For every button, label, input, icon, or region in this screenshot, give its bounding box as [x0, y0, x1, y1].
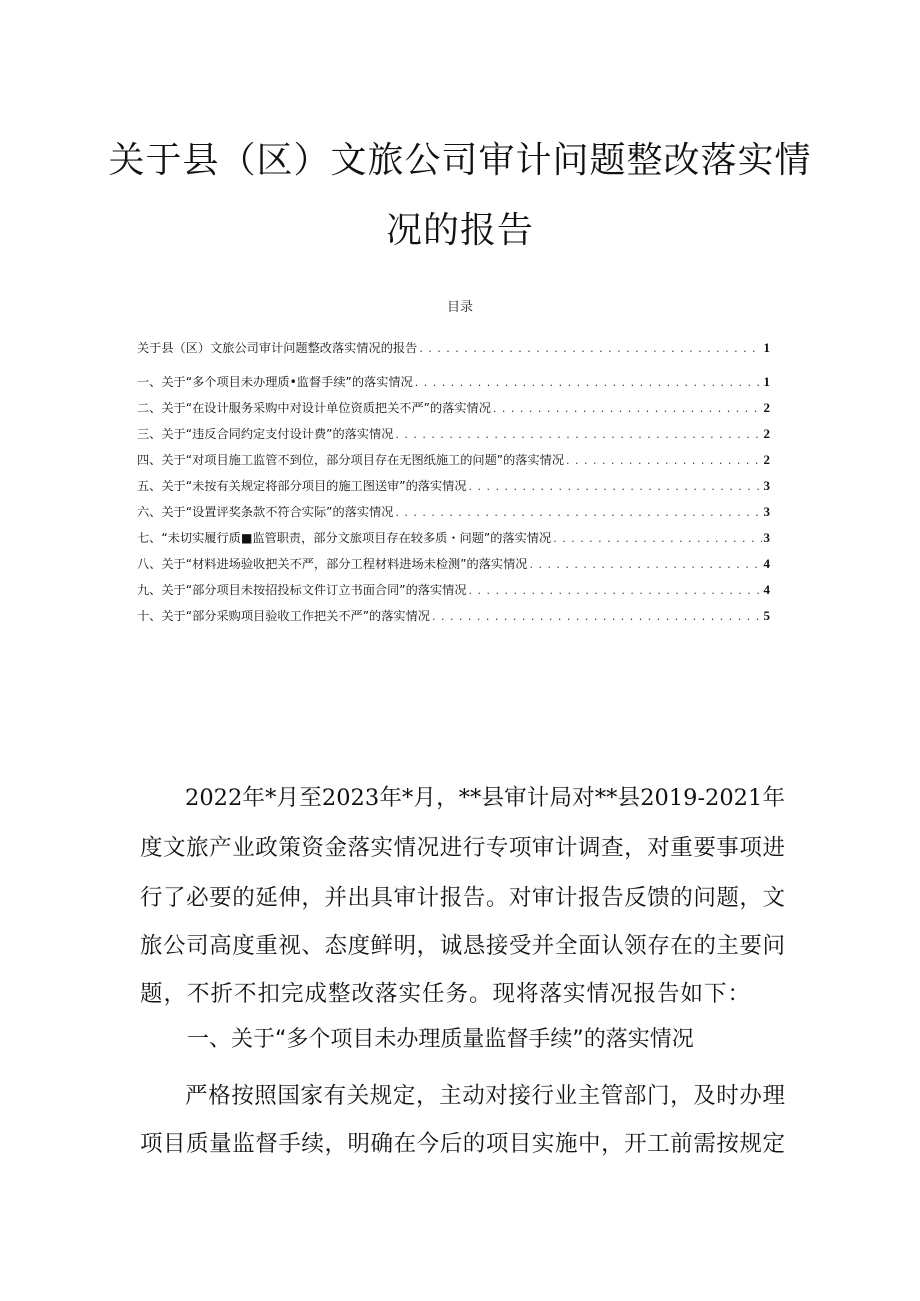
- toc-page-number: 4: [763, 556, 770, 571]
- toc-entry[interactable]: [137, 552, 770, 572]
- intro-paragraph-line: 度文旅产业政策资金落实情况进行专项审计调查，对重要事项进: [140, 835, 785, 861]
- toc-page-number: 1: [763, 374, 770, 389]
- toc-page-number: 5: [763, 608, 770, 623]
- toc-page-number: 1: [763, 340, 770, 355]
- toc-leader-dots: [493, 402, 762, 416]
- intro-paragraph-line: 题，不折不扣完成整改落实任务。现将落实情况报告如下：: [140, 981, 752, 1007]
- toc-entry[interactable]: [137, 500, 770, 520]
- toc-page-number: 2: [763, 400, 770, 415]
- intro-paragraph-line: 旅公司高度重视、态度鲜明，诚恳接受并全面认领存在的主要问: [140, 933, 785, 959]
- toc-entry[interactable]: [137, 336, 770, 356]
- document-title-line-1: 关于县（区）文旅公司审计问题整改落实情: [108, 140, 812, 181]
- toc-entry-text: 关于县（区）文旅公司审计问题整改落实情况的报告: [137, 341, 418, 355]
- section-1-paragraph-line: 项目质量监督手续，明确在今后的项目实施中，开工前需按规定: [140, 1131, 785, 1157]
- toc-page-number: 4: [763, 582, 770, 597]
- toc-entry-text: 六、关于“设置评奖条款不符合实际”的落实情况: [137, 505, 394, 519]
- toc-leader-dots: [566, 454, 761, 468]
- toc-entry[interactable]: [137, 396, 770, 416]
- toc-entry-text: 一、关于“多个项目未办理质•监督手续”的落实情况: [137, 375, 413, 389]
- section-1-paragraph-line: 严格按照国家有关规定，主动对接行业主管部门，及时办理: [185, 1083, 785, 1109]
- toc-leader-dots: [415, 376, 762, 390]
- toc-entry-text: 十、关于“部分采购项目验收工作把关不严”的落实情况: [137, 609, 430, 623]
- toc-entry-text: 七、“未切实履行质■监管职责，部分文旅项目存在较多质・问题”的落实情况: [137, 531, 552, 545]
- toc-leader-dots: [395, 506, 761, 520]
- toc-leader-dots: [529, 558, 761, 572]
- toc-page-number: 2: [763, 426, 770, 441]
- toc-entry[interactable]: [137, 604, 770, 624]
- toc-leader-dots: [469, 584, 762, 598]
- toc-leader-dots: [419, 342, 761, 356]
- toc-entry-text: 四、关于“对项目施工监管不到位，部分项目存在无图纸施工的问题”的落实情况: [137, 453, 565, 467]
- toc-leader-dots: [432, 610, 762, 624]
- toc-page-number: 3: [763, 530, 770, 545]
- toc-heading: 目录: [446, 300, 473, 315]
- toc-entry-text: 五、关于“未按有关规定将部分项目的施工图送审”的落实情况: [137, 479, 467, 493]
- toc-page-number: 2: [763, 452, 770, 467]
- toc-entry-text: 二、关于“在设计服务采购中对设计单位资质把关不严”的落实情况: [137, 401, 491, 415]
- toc-leader-dots: [553, 532, 761, 546]
- toc-entry[interactable]: [137, 370, 770, 390]
- toc-entry[interactable]: [137, 448, 770, 468]
- toc-entry[interactable]: [137, 578, 770, 598]
- toc-entry[interactable]: [137, 526, 770, 546]
- intro-paragraph-line: 行了必要的延伸，并出具审计报告。对审计报告反馈的问题，文: [140, 885, 785, 911]
- toc-page-number: 3: [763, 478, 770, 493]
- toc-entry-text: 九、关于“部分项目未按招投标文件订立书面合同”的落实情况: [137, 583, 467, 597]
- toc-page-number: 3: [763, 504, 770, 519]
- toc-entry-text: 三、关于“违反合同约定支付设计费”的落实情况: [137, 427, 394, 441]
- toc-leader-dots: [395, 428, 761, 442]
- section-1-heading: 一、关于“多个项目未办理质量监督手续”的落实情况: [187, 1027, 694, 1052]
- toc-entry[interactable]: [137, 422, 770, 442]
- toc-leader-dots: [469, 480, 762, 494]
- intro-paragraph-line: 2022年*月至2023年*月，**县审计局对**县2019-2021年: [185, 785, 785, 811]
- toc-entry-text: 八、关于“材料进场验收把关不严，部分工程材料进场未检测”的落实情况: [137, 557, 528, 571]
- toc-entry[interactable]: [137, 474, 770, 494]
- document-title-line-2: 况的报告: [385, 210, 534, 251]
